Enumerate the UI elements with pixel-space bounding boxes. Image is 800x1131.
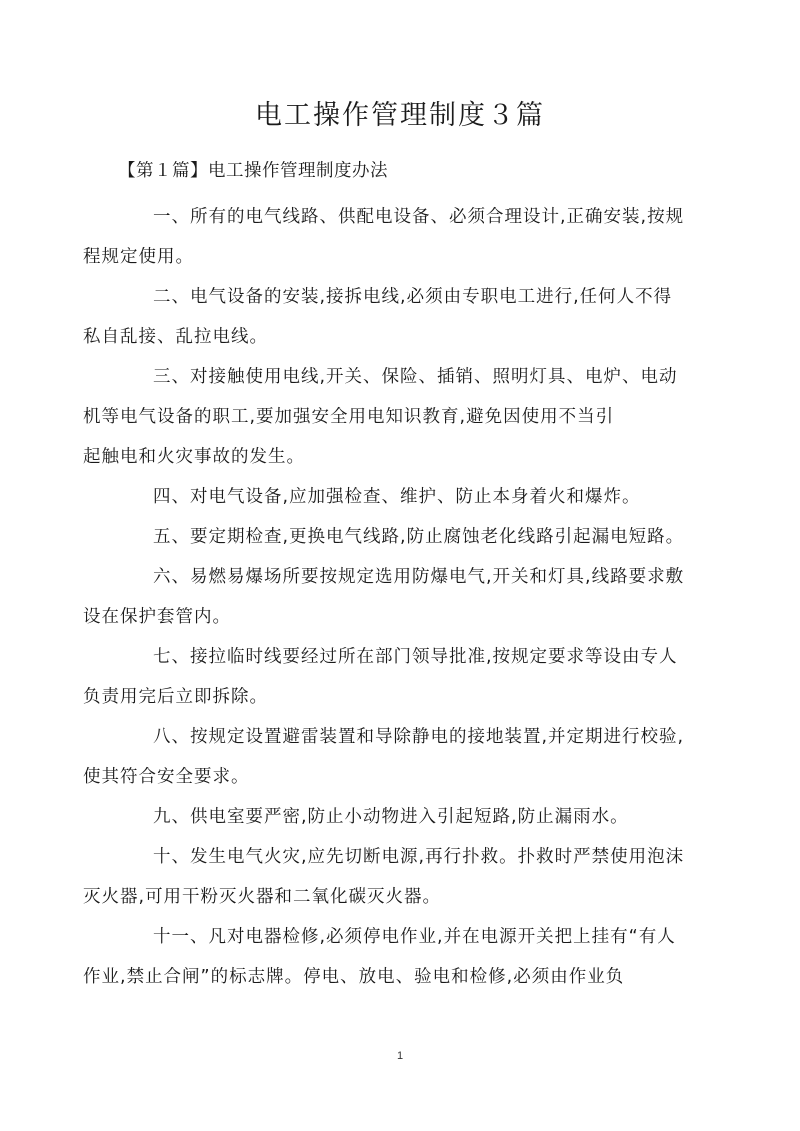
text-line: 十、发生电气火灾,应先切断电源,再行扑救。扑救时严禁使用泡沫: [153, 847, 685, 867]
text-line: 七、接拉临时线要经过所在部门领导批准,按规定要求等设由专人: [153, 647, 678, 667]
document-title: 电工操作管理制度３篇: [255, 100, 545, 131]
text-line: 五、要定期检查,更换电气线路,防止腐蚀老化线路引起漏电短路。: [153, 527, 685, 547]
paragraph: [83, 917, 708, 997]
paragraph: [83, 357, 708, 477]
document-body: [83, 197, 708, 997]
text-line: 灭火器,可用干粉灭火器和二氧化碳灭火器。: [83, 887, 442, 907]
text-line: 程规定使用。: [83, 247, 194, 267]
text-line: 机等电气设备的职工,要加强安全用电知识教育,避免因使用不当引: [83, 407, 615, 427]
text-line: 起触电和火灾事故的发生。: [83, 447, 305, 467]
text-line: 使其符合安全要求。: [83, 767, 250, 787]
text-line: 负责用完后立即拆除。: [83, 687, 268, 707]
text-line: 三、对接触使用电线,开关、保险、插销、照明灯具、电炉、电动: [153, 367, 678, 387]
paragraph: [83, 277, 708, 357]
text-line: 四、对电气设备,应加强检查、维护、防止本身着火和爆炸。: [153, 487, 641, 507]
text-line: 十一、凡对电器检修,必须停电作业,并在电源开关把上挂有“有人: [153, 927, 676, 947]
paragraph: [118, 477, 708, 517]
text-line: 六、易燃易爆场所要按规定选用防爆电气,开关和灯具,线路要求敷: [153, 567, 685, 587]
text-line: 私自乱接、乱拉电线。: [83, 327, 268, 347]
paragraph: [83, 717, 708, 797]
text-line: 九、供电室要严密,防止小动物进入引起短路,防止漏雨水。: [153, 807, 629, 827]
paragraph: [118, 797, 708, 837]
paragraph: [83, 557, 708, 637]
paragraph: [83, 197, 708, 277]
text-line: 设在保护套管内。: [83, 607, 231, 627]
text-line: 八、按规定设置避雷装置和导除静电的接地装置,并定期进行校验,: [153, 727, 685, 747]
paragraph: [83, 637, 708, 717]
paragraph: [83, 837, 708, 917]
paragraph: [118, 517, 708, 557]
text-line: 作业,禁止合闸”的标志牌。停电、放电、验电和检修,必须由作业负: [83, 967, 625, 987]
text-line: 二、电气设备的安装,接拆电线,必须由专职电工进行,任何人不得: [153, 287, 673, 307]
text-line: 一、所有的电气线路、供配电设备、必须合理设计,正确安装,按规: [153, 207, 685, 227]
section-heading: 【第１篇】电工操作管理制度办法: [118, 161, 388, 181]
page-number: 1: [396, 1050, 404, 1062]
